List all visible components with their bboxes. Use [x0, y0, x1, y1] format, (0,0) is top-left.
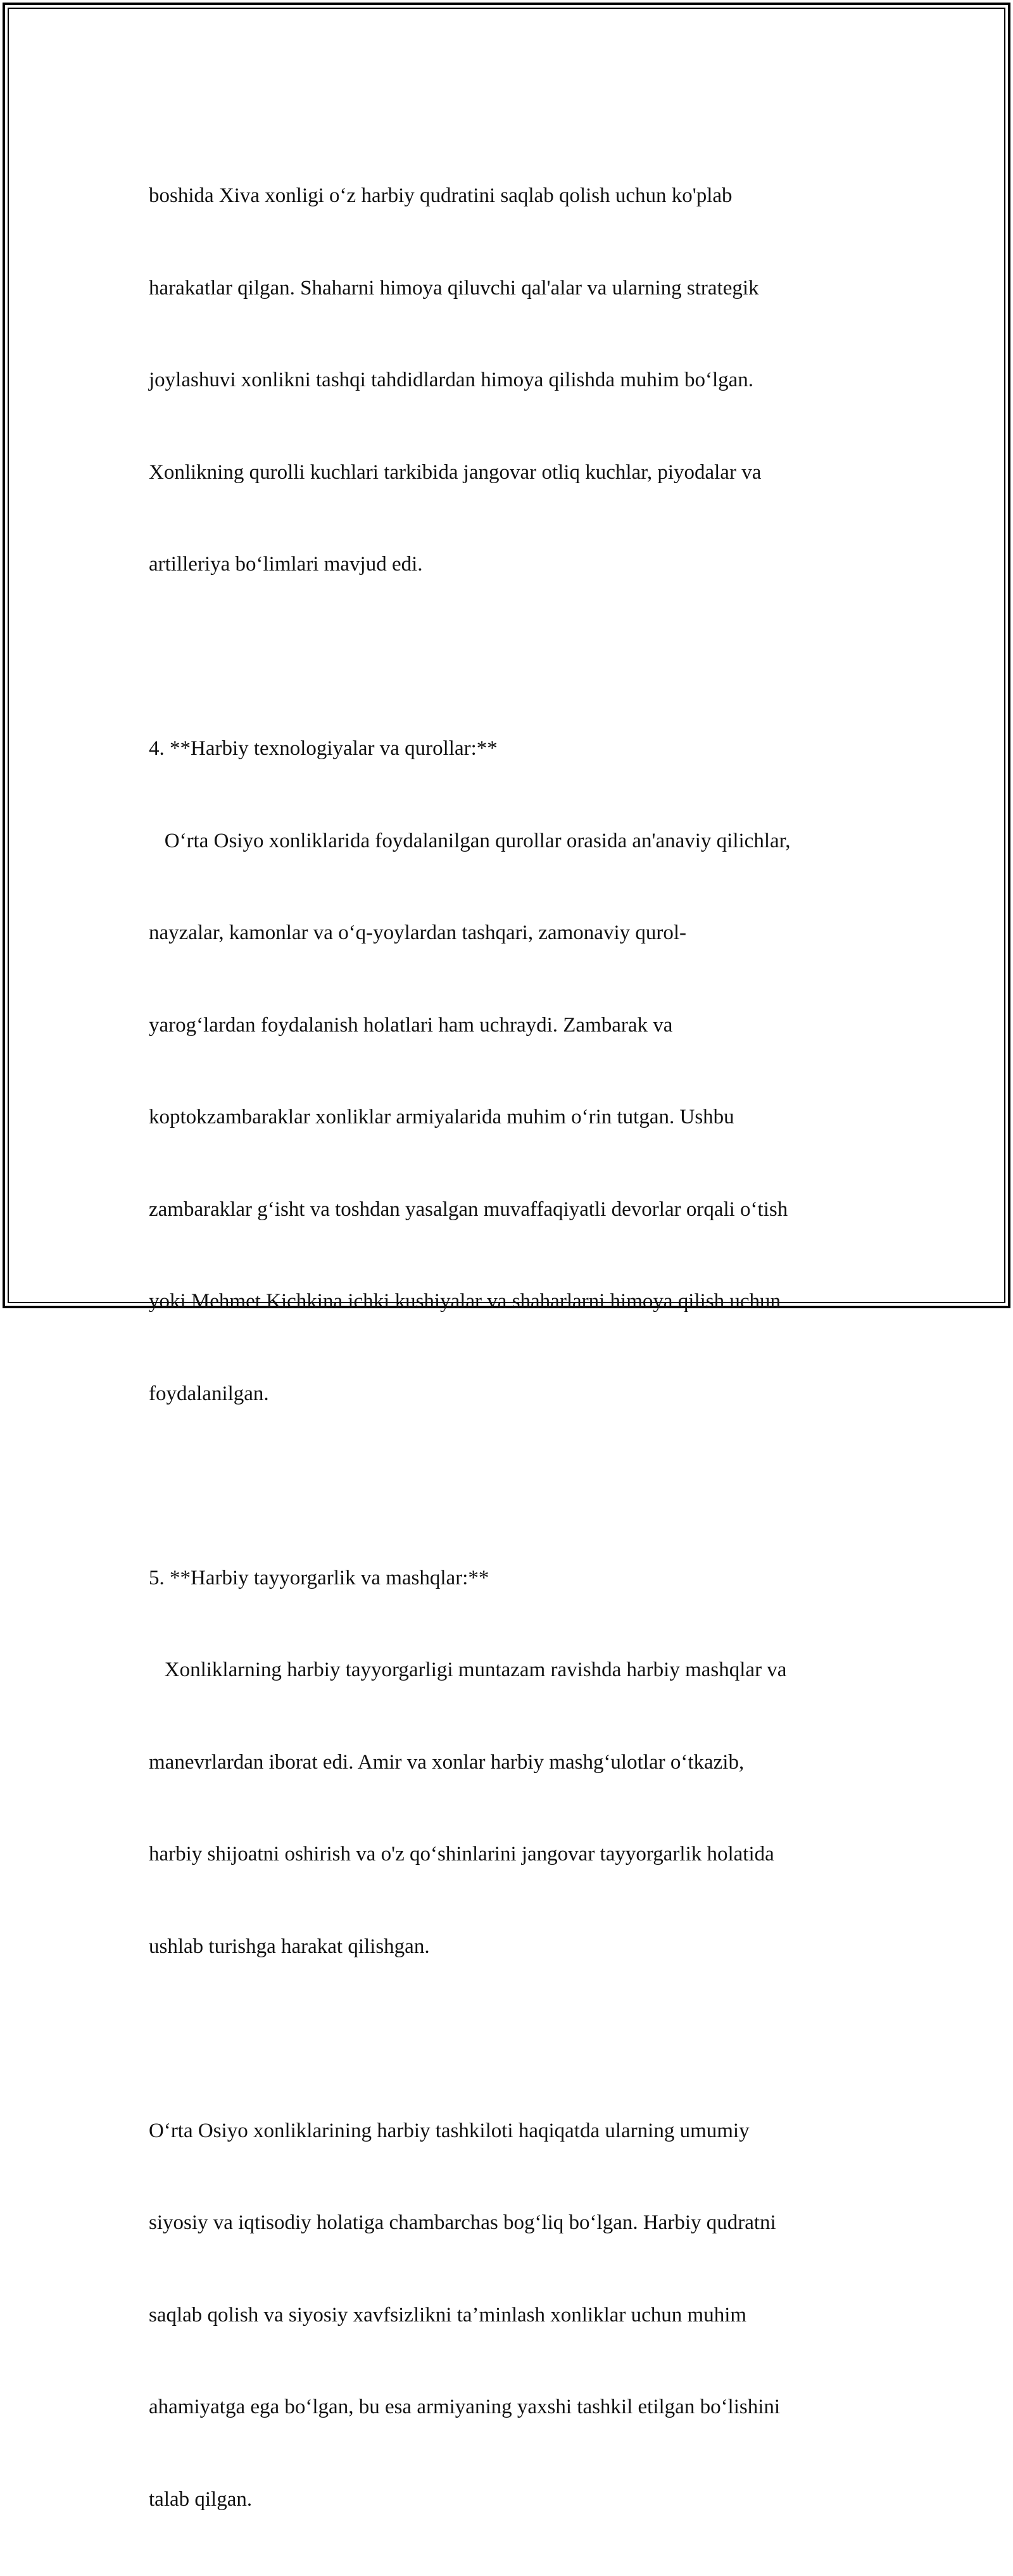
- text-line: O‘rta Osiyo xonliklarining harbiy tashkiloti haqiqatda ularning umumiy: [149, 2116, 871, 2147]
- text-line: manevrlardan iborat edi. Amir va xonlar harbiy mashg‘ulotlar o‘tkazib,: [149, 1747, 871, 1778]
- text-line: talab qilgan.: [149, 2484, 871, 2515]
- text-line: O‘rta Osiyo xonliklarida foydalanilgan qurollar orasida an'anaviy qilichlar,: [149, 826, 871, 857]
- paragraph-gap: [149, 1470, 871, 1501]
- section-4-heading: 4. **Harbiy texnologiyalar va qurollar:**: [149, 733, 871, 764]
- text-line: ahamiyatga ega bo‘lgan, bu esa armiyaning yaxshi tashkil etilgan bo‘lishini: [149, 2392, 871, 2423]
- text-line: siyosiy va iqtisodiy holatiga chambarchas bog‘liq bo‘lgan. Harbiy qudratni: [149, 2207, 871, 2238]
- document-body: [149, 119, 871, 2576]
- section-4: [149, 672, 871, 1470]
- text-line: yarog‘lardan foydalanish holatlari ham uchraydi. Zambarak va: [149, 1010, 871, 1041]
- text-line: artilleriya bo‘limlari mavjud edi.: [149, 549, 871, 580]
- paragraph-gap: [149, 641, 871, 672]
- text-line: Xonliklarning harbiy tayyorgarligi muntazam ravishda harbiy mashqlar va: [149, 1655, 871, 1686]
- text-line: yoki Mehmet Kichkina ichki kushiyalar va shaharlarni himoya qilish uchun: [149, 1286, 871, 1317]
- text-line: harbiy shijoatni oshirish va o'z qo‘shinlarini jangovar tayyorgarlik holatida: [149, 1839, 871, 1870]
- conclusion-paragraph: [149, 2054, 871, 2576]
- text-line: koptokzambaraklar xonliklar armiyalarida muhim o‘rin tutgan. Ushbu: [149, 1102, 871, 1133]
- section-5-heading: 5. **Harbiy tayyorgarlik va mashqlar:**: [149, 1563, 871, 1594]
- intro-paragraph: [149, 119, 871, 641]
- section-5: [149, 1501, 871, 2024]
- text-line: Xonlikning qurolli kuchlari tarkibida jangovar otliq kuchlar, piyodalar va: [149, 457, 871, 488]
- text-line: ushlab turishga harakat qilishgan.: [149, 1931, 871, 1962]
- text-line: foydalanilgan.: [149, 1379, 871, 1410]
- text-line: nayzalar, kamonlar va o‘q-yoylardan tashqari, zamonaviy qurol-: [149, 918, 871, 949]
- paragraph-gap: [149, 2023, 871, 2054]
- text-line: saqlab qolish va siyosiy xavfsizlikni ta’minlash xonliklar uchun muhim: [149, 2300, 871, 2331]
- text-line: harakatlar qilgan. Shaharni himoya qiluvchi qal'alar va ularning strategik: [149, 273, 871, 304]
- text-line: boshida Xiva xonligi o‘z harbiy qudratini saqlab qolish uchun ko'plab: [149, 180, 871, 212]
- text-line: joylashuvi xonlikni tashqi tahdidlardan himoya qilishda muhim bo‘lgan.: [149, 365, 871, 396]
- text-line: zambaraklar g‘isht va toshdan yasalgan muvaffaqiyatli devorlar orqali o‘tish: [149, 1194, 871, 1225]
